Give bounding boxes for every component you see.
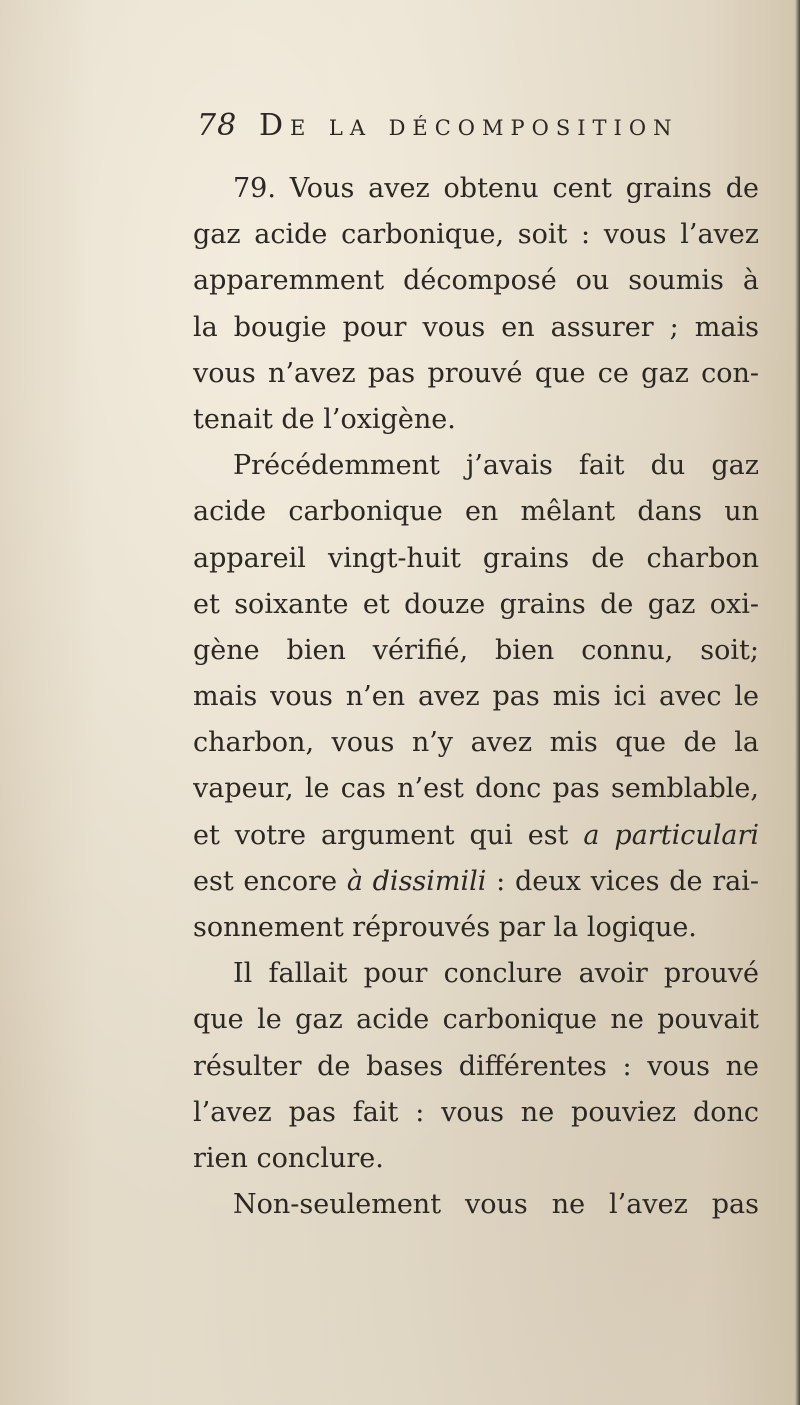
text-line: que le gaz acide carbonique ne pouvait (193, 1004, 759, 1036)
page-edge (795, 0, 800, 1405)
text-line: Il fallait pour conclure avoir prouvé (233, 958, 759, 990)
text-line (193, 859, 759, 905)
page-number: 78 (197, 108, 238, 143)
text-line: l’avez pas fait : vous ne pouviez donc (193, 1096, 759, 1128)
text-line: gène bien vérifié, bien connu, soit; (193, 634, 759, 666)
running-title: De la décomposition (259, 108, 679, 143)
body-text (193, 166, 759, 1228)
text-line: rien conclure. (193, 1142, 384, 1174)
text-segment: : deux vices de rai- (486, 865, 759, 897)
text-line: tenait de l’oxigène. (193, 403, 456, 435)
text-line: apparemment décomposé ou soumis à (193, 265, 759, 297)
text-line: Précédemment j’avais fait du gaz (233, 450, 759, 482)
text-line: résulter de bases différentes : vous ne (193, 1050, 759, 1082)
latin-phrase: a particulari (583, 819, 759, 851)
text-line: mais vous n’en avez pas mis ici avec le (193, 681, 759, 713)
latin-phrase: à dissimili (346, 865, 487, 897)
text-line: et soixante et douze grains de gaz oxi- (193, 588, 759, 620)
text-line: Non-seulement vous ne l’avez pas (233, 1189, 759, 1221)
running-head (197, 108, 757, 148)
text-segment: et votre argument qui est (193, 819, 584, 851)
text-line: sonnement réprouvés par la logique. (193, 912, 697, 943)
text-line: appareil vingt-huit grains de charbon (193, 542, 759, 574)
text-line: gaz acide carbonique, soit : vous l’avez (193, 219, 759, 251)
text-segment: est encore (193, 865, 347, 897)
text-line: acide carbonique en mêlant dans un (193, 496, 759, 528)
text-line: vapeur, le cas n’est donc pas semblable, (193, 773, 759, 805)
text-line: vous n’avez pas prouvé que ce gaz con- (193, 357, 759, 389)
text-line: charbon, vous n’y avez mis que de la (193, 727, 759, 759)
text-line: 79. Vous avez obtenu cent grains de (233, 173, 759, 204)
text-line (193, 813, 759, 859)
text-line: la bougie pour vous en assurer ; mais (193, 311, 759, 343)
